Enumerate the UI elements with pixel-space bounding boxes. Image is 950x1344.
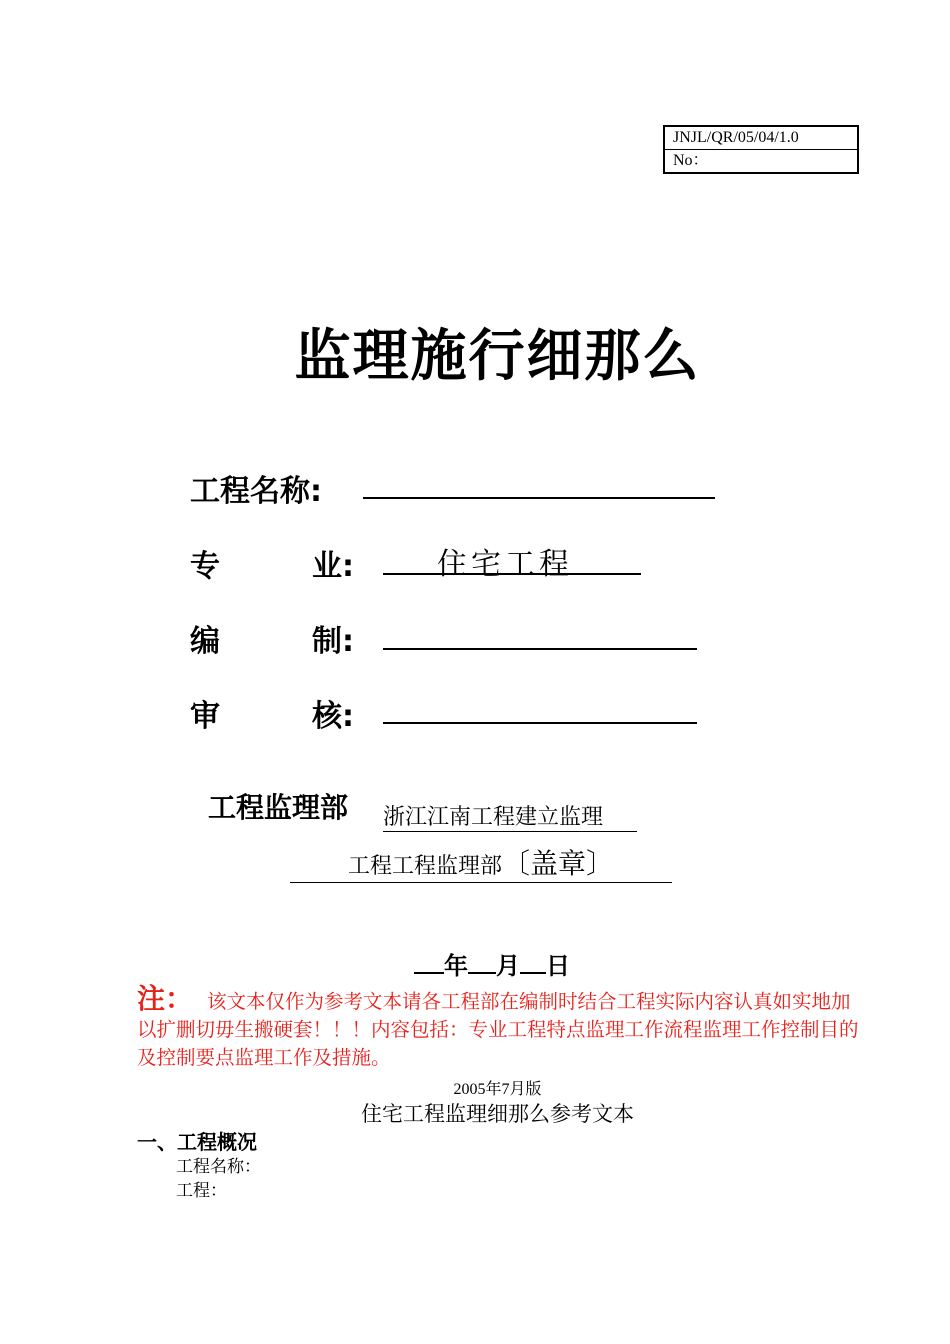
doc-number-label: No： [665, 149, 857, 172]
reviewer-underline [383, 722, 697, 724]
specialty-label-second: 业: [312, 549, 354, 584]
date-line [414, 946, 570, 981]
department-unit-name: 工程工程监理部 [347, 854, 502, 879]
section-heading: 一、工程概况 [137, 1130, 257, 1154]
specialty-underline [383, 573, 641, 575]
day-blank [520, 948, 546, 974]
month-blank [468, 948, 496, 974]
doc-code: JNJL/QR/05/04/1.0 [673, 129, 799, 146]
note-block [137, 982, 863, 1072]
document-code-box [663, 125, 859, 174]
document-title: 监理施行细那么 [294, 324, 701, 389]
seal-mark: 〔盖章〕 [502, 847, 615, 880]
project-name-underline [363, 497, 715, 499]
project-name-label: 工程名称: [190, 474, 322, 509]
edition-label: 2005年7月版 [453, 1081, 542, 1098]
compiler-label-first: 编 [190, 624, 220, 659]
department-label: 工程监理部 [208, 791, 349, 824]
reviewer-label-first: 审 [190, 699, 220, 734]
section-item-project-name: 工程名称： [176, 1157, 261, 1177]
compiler-underline [383, 648, 697, 650]
year-label: 年 [444, 952, 468, 980]
specialty-label-first: 专 [190, 549, 220, 584]
reviewer-label-second: 核: [312, 699, 354, 734]
section-item-project: 工程： [176, 1181, 227, 1201]
year-blank [414, 948, 444, 974]
compiler-label-second: 制: [312, 624, 354, 659]
month-label: 月 [496, 952, 520, 980]
day-label: 日 [546, 952, 570, 980]
specialty-value: 住宅工程 [437, 547, 573, 582]
reference-title: 住宅工程监理细那么参考文本 [361, 1102, 634, 1126]
note-label: 注： [137, 982, 194, 1015]
department-unit [290, 842, 672, 883]
department-company: 浙江江南工程建立监理 [383, 800, 637, 832]
note-text: 该文本仅作为参考文本请各工程部在编制时结合工程实际内容认真如实地加以扩删切毋生搬硬套！！！内容包括：专业工程特点监理工作流程监理工作控制目的及控制要点监理工作及措施。 [137, 990, 859, 1069]
